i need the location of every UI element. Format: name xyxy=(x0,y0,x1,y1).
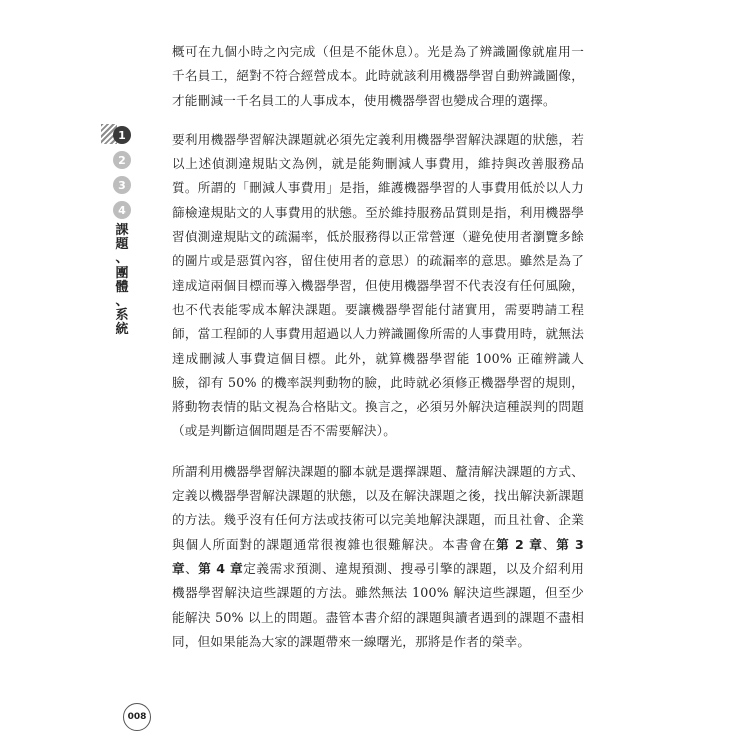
text-line: 所謂利用機器學習解決課題的腳本就是選擇課題、釐清解決課題的方式、定義 xyxy=(172,463,584,504)
text-line: 預測、違規預測、搜尋引擎的課題，以及介紹利用機器學習解決這些課題的方 xyxy=(172,560,584,601)
section-label-char: 統 xyxy=(115,322,129,338)
text-line: 漏率，低於服務得以正常營運（避免使用者瀏覽多餘的圖片或是惡質內容，留 xyxy=(172,229,584,269)
text-line: 機器學習的規則，將動物表情的貼文視為合格貼文。換言之，必須另外解決這 xyxy=(172,374,584,415)
text-line: 機器學習能付諸實用，需要聘請工程師，當工程師的人事費用超過以人力辨識 xyxy=(172,301,585,342)
text-line: 、 xyxy=(542,536,557,552)
text-line: 習能 100% 正確辨識人臉，卻有 50% 的機率誤判動物的臉，此時就必須修正 xyxy=(172,350,584,390)
paragraph-3 xyxy=(172,460,584,654)
chapter-section-label xyxy=(114,224,130,338)
chapter-ref-4: 第 4 章 xyxy=(198,560,244,576)
text-line: 的課題通常很複雜也很難解決。本書會在 xyxy=(253,536,497,552)
section-label-char: 課 xyxy=(115,223,129,238)
text-line: 概可在九個小時之內完成（但是不能休息）。光是為了辨識圖像就雇用一千名 xyxy=(172,44,584,84)
chapter-marker-2: 2 xyxy=(113,151,131,169)
text-line: 一千名員工的人事成本，使用機器學習也變成合理的選擇。 xyxy=(223,92,556,108)
text-line: 定義需求 xyxy=(243,560,296,576)
text-line: 光，那將是作者的榮幸。 xyxy=(389,633,531,649)
text-line: 習，但使用機器學習不代表沒有任何風險，也不代表能零成本解決課題。要讓 xyxy=(172,277,584,317)
section-label-char: 、 xyxy=(115,294,129,310)
section-label-char: 系 xyxy=(115,308,129,324)
text-line: 「刪減人事費用」是指，維護機器學習的人事費用低於以人力篩檢違規貼文的 xyxy=(172,180,584,220)
paragraph-2 xyxy=(172,128,584,444)
paragraph-1 xyxy=(172,40,584,113)
chapter-marker-1: 1 xyxy=(113,126,131,144)
text-line: 、 xyxy=(185,560,199,576)
chapter-marker-4: 4 xyxy=(113,201,131,219)
text-line: 人事費用的狀態。至於維持服務品質則是指，利用機器學習偵測違規貼文的疏 xyxy=(172,204,585,245)
text-line: 法。雖然無法 100% 解決這些課題，但至少能解決 50% 以上的問題。盡管本 xyxy=(172,585,584,625)
chapter-ref-2: 第 2 章 xyxy=(496,536,543,552)
text-line: 幾乎沒有任何方法或技術可以完美地解決課題，而且社會、企業與個人所面對 xyxy=(172,512,584,552)
text-line: 住使用者的意思）的疏漏率的意思。雖然是為了達成這兩個目標而導入機器學 xyxy=(172,253,584,293)
section-label-char: 題 xyxy=(115,237,129,253)
section-label-char: 體 xyxy=(115,279,129,295)
text-line: 員工，絕對不符合經營成本。此時就該利用機器學習自動辨識圖像，才能刪減 xyxy=(172,68,585,108)
page-number: 008 xyxy=(123,703,151,731)
chapter-ref-3: 第 3 章 xyxy=(172,536,585,576)
text-line: 要利用機器學習解決課題就必須先定義利用機器學習解決課題的狀態，若以上 xyxy=(172,131,584,172)
text-line: 以機器學習解決課題的狀態，以及在解決課題之後，找出解決新課題的方法。 xyxy=(172,488,585,528)
text-line: 圖像所需的人事費用時，就無法達成刪減人事費這個目標。此外，就算機器學 xyxy=(172,326,584,366)
section-label-char: 團 xyxy=(115,265,129,281)
body-text xyxy=(172,40,584,654)
text-line: 種誤判的問題（或是判斷這個問題是否不需要解決）。 xyxy=(172,399,585,439)
text-line: 述偵測違規貼文為例，就是能夠刪減人事費用，維持與改善服務品質。所謂的 xyxy=(172,156,584,196)
text-line: 書介紹的課題與讀者遇到的課題不盡相同，但如果能為大家的課題帶來一線曙 xyxy=(172,609,584,649)
chapter-marker-3: 3 xyxy=(113,176,131,194)
section-label-char: 、 xyxy=(115,251,129,267)
